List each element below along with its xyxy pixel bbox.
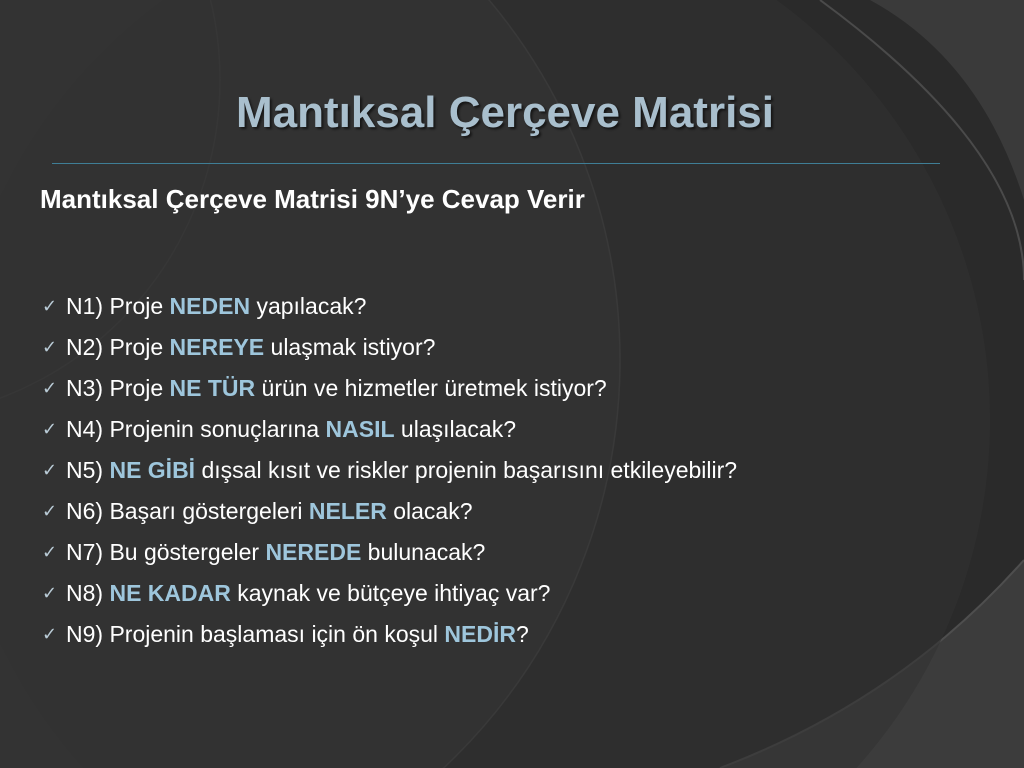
list-item xyxy=(42,491,737,532)
question-list xyxy=(42,286,737,655)
item-keyword: NE KADAR xyxy=(109,580,231,606)
item-keyword: NE GİBİ xyxy=(109,457,196,483)
list-item xyxy=(42,368,737,409)
list-item xyxy=(42,327,737,368)
item-text-prefix: N6) Başarı göstergeleri xyxy=(66,498,309,524)
item-keyword: NE TÜR xyxy=(169,375,256,401)
item-keyword: NEREYE xyxy=(169,334,265,360)
item-text-prefix: N8) xyxy=(66,580,110,606)
item-text-suffix: yapılacak? xyxy=(250,293,367,319)
item-text-suffix: ürün ve hizmetler üretmek istiyor? xyxy=(255,375,607,401)
item-keyword: NASIL xyxy=(325,416,395,442)
check-icon: ✓ xyxy=(42,542,58,563)
item-keyword: NELER xyxy=(308,498,387,524)
check-icon: ✓ xyxy=(42,378,58,399)
check-icon: ✓ xyxy=(42,460,58,481)
item-keyword: NEDİR xyxy=(444,621,516,647)
list-item xyxy=(42,532,737,573)
item-text-prefix: N7) Bu göstergeler xyxy=(66,539,266,565)
item-text-suffix: ulaşmak istiyor? xyxy=(264,334,436,360)
item-text-prefix: N3) Proje xyxy=(66,375,170,401)
item-text-suffix: ? xyxy=(515,621,529,647)
item-text-prefix: N9) Projenin başlaması için ön koşul xyxy=(66,621,445,647)
item-text-prefix: N1) Proje xyxy=(66,293,170,319)
slide-title: Mantıksal Çerçeve Matrisi xyxy=(235,88,775,137)
list-item xyxy=(42,286,737,327)
item-text-suffix: ulaşılacak? xyxy=(394,416,516,442)
item-text-prefix: N5) xyxy=(66,457,110,483)
check-icon: ✓ xyxy=(42,624,58,645)
check-icon: ✓ xyxy=(42,337,58,358)
check-icon: ✓ xyxy=(42,501,58,522)
item-text-suffix: olacak? xyxy=(386,498,473,524)
item-keyword: NEREDE xyxy=(265,539,362,565)
title-divider xyxy=(52,163,940,164)
list-item xyxy=(42,614,737,655)
check-icon: ✓ xyxy=(42,419,58,440)
slide-subtitle: Mantıksal Çerçeve Matrisi 9N’ye Cevap Verir xyxy=(40,184,585,214)
item-text-suffix: dışsal kısıt ve riskler projenin başarısını etkileyebilir? xyxy=(195,457,738,483)
item-text-suffix: kaynak ve bütçeye ihtiyaç var? xyxy=(230,580,551,606)
list-item xyxy=(42,409,737,450)
item-text-prefix: N2) Proje xyxy=(66,334,170,360)
item-text-suffix: bulunacak? xyxy=(361,539,486,565)
item-keyword: NEDEN xyxy=(169,293,251,319)
check-icon: ✓ xyxy=(42,583,58,604)
check-icon: ✓ xyxy=(42,296,58,317)
list-item xyxy=(42,450,737,491)
item-text-prefix: N4) Projenin sonuçlarına xyxy=(66,416,326,442)
list-item xyxy=(42,573,737,614)
